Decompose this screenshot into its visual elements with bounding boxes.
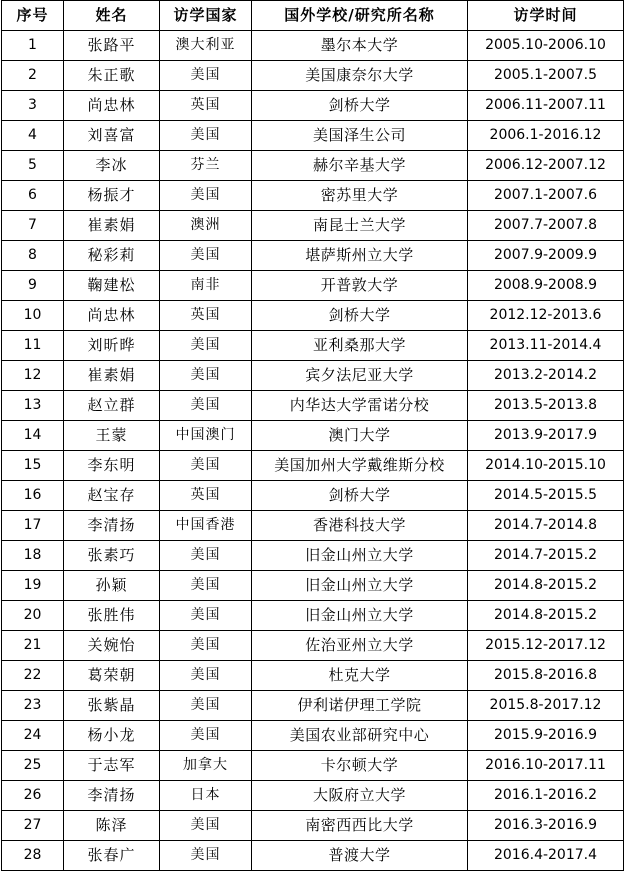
cell-country: 美国 <box>160 391 252 421</box>
table-row <box>2 151 624 181</box>
cell-name: 杨振才 <box>64 181 160 211</box>
cell-period: 2014.5-2015.5 <box>468 481 624 511</box>
cell-name: 陈泽 <box>64 811 160 841</box>
cell-institution: 美国加州大学戴维斯分校 <box>252 451 468 481</box>
cell-period: 2014.7-2015.2 <box>468 541 624 571</box>
cell-institution: 卡尔顿大学 <box>252 751 468 781</box>
cell-name: 李冰 <box>64 151 160 181</box>
cell-sequence: 15 <box>2 451 64 481</box>
table-row <box>2 61 624 91</box>
cell-period: 2015.9-2016.9 <box>468 721 624 751</box>
cell-country: 美国 <box>160 241 252 271</box>
cell-period: 2013.5-2013.8 <box>468 391 624 421</box>
table-row <box>2 241 624 271</box>
cell-sequence: 11 <box>2 331 64 361</box>
cell-period: 2016.10-2017.11 <box>468 751 624 781</box>
cell-country: 南非 <box>160 271 252 301</box>
cell-country: 美国 <box>160 631 252 661</box>
cell-country: 加拿大 <box>160 751 252 781</box>
column-header-name: 姓名 <box>64 1 160 31</box>
cell-institution: 剑桥大学 <box>252 91 468 121</box>
cell-name: 崔素娟 <box>64 211 160 241</box>
cell-name: 王蒙 <box>64 421 160 451</box>
table-row <box>2 661 624 691</box>
cell-period: 2014.8-2015.2 <box>468 601 624 631</box>
cell-period: 2013.11-2014.4 <box>468 331 624 361</box>
table-row <box>2 391 624 421</box>
cell-name: 鞠建松 <box>64 271 160 301</box>
cell-sequence: 23 <box>2 691 64 721</box>
cell-institution: 普渡大学 <box>252 841 468 871</box>
cell-sequence: 16 <box>2 481 64 511</box>
cell-country: 美国 <box>160 841 252 871</box>
cell-country: 美国 <box>160 721 252 751</box>
cell-name: 赵宝存 <box>64 481 160 511</box>
cell-sequence: 20 <box>2 601 64 631</box>
table-row <box>2 721 624 751</box>
cell-period: 2007.9-2009.9 <box>468 241 624 271</box>
table-row <box>2 811 624 841</box>
cell-name: 张春广 <box>64 841 160 871</box>
cell-sequence: 26 <box>2 781 64 811</box>
cell-period: 2015.8-2017.12 <box>468 691 624 721</box>
table-row <box>2 271 624 301</box>
cell-period: 2005.1-2007.5 <box>468 61 624 91</box>
cell-country: 英国 <box>160 91 252 121</box>
table-row <box>2 601 624 631</box>
cell-country: 美国 <box>160 571 252 601</box>
cell-institution: 美国农业部研究中心 <box>252 721 468 751</box>
cell-period: 2016.3-2016.9 <box>468 811 624 841</box>
cell-sequence: 14 <box>2 421 64 451</box>
column-header-institution: 国外学校/研究所名称 <box>252 1 468 31</box>
cell-institution: 旧金山州立大学 <box>252 541 468 571</box>
cell-period: 2015.12-2017.12 <box>468 631 624 661</box>
cell-period: 2006.11-2007.11 <box>468 91 624 121</box>
cell-country: 中国澳门 <box>160 421 252 451</box>
table-row <box>2 331 624 361</box>
cell-institution: 澳门大学 <box>252 421 468 451</box>
cell-sequence: 12 <box>2 361 64 391</box>
cell-period: 2008.9-2008.9 <box>468 271 624 301</box>
cell-country: 美国 <box>160 541 252 571</box>
cell-name: 李清扬 <box>64 511 160 541</box>
cell-period: 2005.10-2006.10 <box>468 31 624 61</box>
cell-country: 美国 <box>160 691 252 721</box>
cell-institution: 佐治亚州立大学 <box>252 631 468 661</box>
table-row <box>2 421 624 451</box>
cell-institution: 旧金山州立大学 <box>252 571 468 601</box>
table-row <box>2 511 624 541</box>
cell-country: 美国 <box>160 361 252 391</box>
cell-country: 英国 <box>160 301 252 331</box>
cell-sequence: 21 <box>2 631 64 661</box>
cell-sequence: 18 <box>2 541 64 571</box>
cell-name: 朱正歌 <box>64 61 160 91</box>
visiting-scholars-table <box>1 0 624 871</box>
cell-name: 刘喜富 <box>64 121 160 151</box>
column-header-period: 访学时间 <box>468 1 624 31</box>
cell-country: 英国 <box>160 481 252 511</box>
table-row <box>2 301 624 331</box>
cell-name: 葛荣朝 <box>64 661 160 691</box>
cell-country: 美国 <box>160 181 252 211</box>
cell-name: 孙颖 <box>64 571 160 601</box>
table-row <box>2 451 624 481</box>
table-row <box>2 751 624 781</box>
table-row <box>2 91 624 121</box>
cell-country: 中国香港 <box>160 511 252 541</box>
cell-institution: 剑桥大学 <box>252 481 468 511</box>
cell-country: 澳洲 <box>160 211 252 241</box>
cell-period: 2006.12-2007.12 <box>468 151 624 181</box>
cell-name: 于志军 <box>64 751 160 781</box>
table-body <box>2 31 624 871</box>
cell-institution: 伊利诺伊理工学院 <box>252 691 468 721</box>
table-header-row <box>2 1 624 31</box>
cell-name: 刘昕晔 <box>64 331 160 361</box>
cell-period: 2013.2-2014.2 <box>468 361 624 391</box>
cell-country: 美国 <box>160 121 252 151</box>
column-header-sequence: 序号 <box>2 1 64 31</box>
cell-name: 崔素娟 <box>64 361 160 391</box>
column-header-country: 访学国家 <box>160 1 252 31</box>
cell-name: 关婉怡 <box>64 631 160 661</box>
cell-sequence: 19 <box>2 571 64 601</box>
cell-country: 美国 <box>160 661 252 691</box>
cell-period: 2006.1-2016.12 <box>468 121 624 151</box>
cell-name: 尚忠林 <box>64 91 160 121</box>
cell-period: 2007.7-2007.8 <box>468 211 624 241</box>
cell-sequence: 3 <box>2 91 64 121</box>
cell-institution: 宾夕法尼亚大学 <box>252 361 468 391</box>
cell-period: 2014.7-2014.8 <box>468 511 624 541</box>
table-row <box>2 361 624 391</box>
cell-country: 日本 <box>160 781 252 811</box>
cell-institution: 剑桥大学 <box>252 301 468 331</box>
cell-period: 2012.12-2013.6 <box>468 301 624 331</box>
table-row <box>2 31 624 61</box>
cell-institution: 大阪府立大学 <box>252 781 468 811</box>
cell-name: 赵立群 <box>64 391 160 421</box>
cell-sequence: 2 <box>2 61 64 91</box>
cell-period: 2013.9-2017.9 <box>468 421 624 451</box>
table-row <box>2 211 624 241</box>
cell-name: 张胜伟 <box>64 601 160 631</box>
cell-institution: 香港科技大学 <box>252 511 468 541</box>
cell-country: 美国 <box>160 331 252 361</box>
cell-name: 李东明 <box>64 451 160 481</box>
cell-name: 李清扬 <box>64 781 160 811</box>
cell-sequence: 6 <box>2 181 64 211</box>
cell-name: 杨小龙 <box>64 721 160 751</box>
cell-institution: 南密西西比大学 <box>252 811 468 841</box>
table-row <box>2 781 624 811</box>
cell-institution: 美国泽生公司 <box>252 121 468 151</box>
table-row <box>2 541 624 571</box>
cell-sequence: 9 <box>2 271 64 301</box>
cell-sequence: 10 <box>2 301 64 331</box>
cell-sequence: 22 <box>2 661 64 691</box>
table-row <box>2 121 624 151</box>
cell-name: 张素巧 <box>64 541 160 571</box>
cell-name: 张路平 <box>64 31 160 61</box>
cell-period: 2014.8-2015.2 <box>468 571 624 601</box>
cell-sequence: 1 <box>2 31 64 61</box>
cell-sequence: 8 <box>2 241 64 271</box>
cell-country: 美国 <box>160 811 252 841</box>
cell-institution: 亚利桑那大学 <box>252 331 468 361</box>
cell-institution: 杜克大学 <box>252 661 468 691</box>
cell-sequence: 13 <box>2 391 64 421</box>
cell-institution: 开普敦大学 <box>252 271 468 301</box>
cell-sequence: 7 <box>2 211 64 241</box>
cell-sequence: 24 <box>2 721 64 751</box>
cell-institution: 南昆士兰大学 <box>252 211 468 241</box>
cell-sequence: 4 <box>2 121 64 151</box>
table-row <box>2 181 624 211</box>
cell-name: 秘彩莉 <box>64 241 160 271</box>
cell-country: 美国 <box>160 601 252 631</box>
cell-sequence: 28 <box>2 841 64 871</box>
cell-sequence: 5 <box>2 151 64 181</box>
cell-period: 2016.4-2017.4 <box>468 841 624 871</box>
cell-period: 2016.1-2016.2 <box>468 781 624 811</box>
cell-name: 张紫晶 <box>64 691 160 721</box>
cell-institution: 密苏里大学 <box>252 181 468 211</box>
cell-sequence: 27 <box>2 811 64 841</box>
cell-institution: 赫尔辛基大学 <box>252 151 468 181</box>
table-row <box>2 571 624 601</box>
cell-institution: 墨尔本大学 <box>252 31 468 61</box>
cell-country: 美国 <box>160 61 252 91</box>
cell-period: 2014.10-2015.10 <box>468 451 624 481</box>
cell-institution: 内华达大学雷诺分校 <box>252 391 468 421</box>
cell-country: 芬兰 <box>160 151 252 181</box>
table-row <box>2 481 624 511</box>
cell-institution: 美国康奈尔大学 <box>252 61 468 91</box>
table-row <box>2 631 624 661</box>
cell-sequence: 17 <box>2 511 64 541</box>
cell-sequence: 25 <box>2 751 64 781</box>
cell-period: 2015.8-2016.8 <box>468 661 624 691</box>
table-row <box>2 691 624 721</box>
cell-period: 2007.1-2007.6 <box>468 181 624 211</box>
table-row <box>2 841 624 871</box>
cell-name: 尚忠林 <box>64 301 160 331</box>
cell-country: 澳大利亚 <box>160 31 252 61</box>
cell-country: 美国 <box>160 451 252 481</box>
cell-institution: 堪萨斯州立大学 <box>252 241 468 271</box>
cell-institution: 旧金山州立大学 <box>252 601 468 631</box>
